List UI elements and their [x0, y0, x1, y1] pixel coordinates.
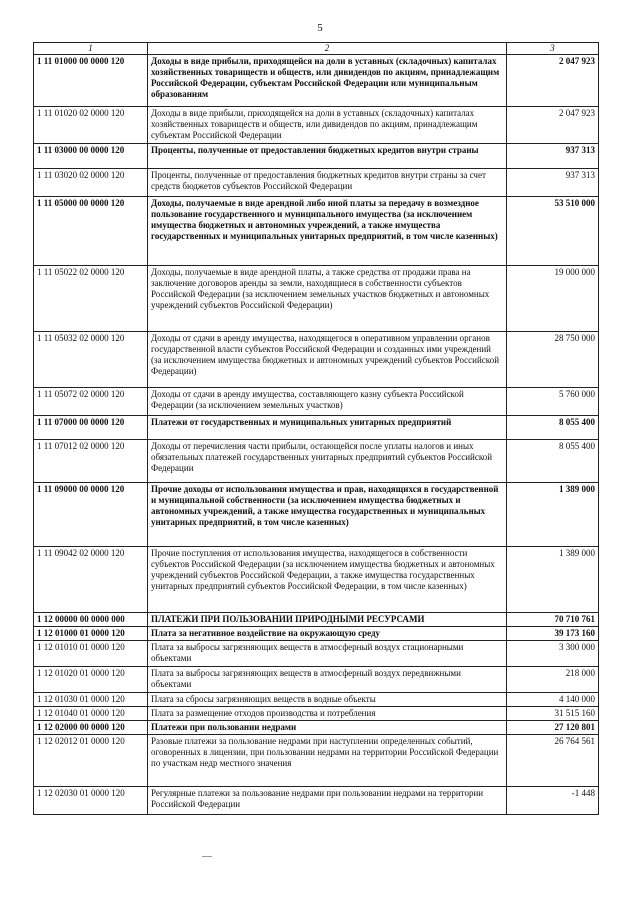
- row-amount: 2 047 923: [507, 107, 599, 144]
- row-name: Плата за выбросы загрязняющих веществ в атмосферный воздух передвижными объектами: [148, 667, 507, 693]
- row-amount: 53 510 000: [507, 197, 599, 266]
- table-row: [34, 483, 599, 547]
- table-row: [34, 332, 599, 388]
- row-code: 1 12 01030 01 0000 120: [34, 693, 148, 707]
- table-row: [34, 613, 599, 627]
- table-row: [34, 721, 599, 735]
- row-amount: 1 389 000: [507, 547, 599, 613]
- row-name: Доходы от сдачи в аренду имущества, находящегося в оперативном управлении органов государственной власти субъектов Российской Федерации и созданных ими учреждений (за исключением имущества бюджетных и автономных учреждений субъектов Российской Федерации): [148, 332, 507, 388]
- table-row: [34, 627, 599, 641]
- column-header-amount: 3: [507, 43, 599, 55]
- row-amount: 937 313: [507, 169, 599, 197]
- revenue-table: [33, 42, 599, 815]
- row-name: Доходы от перечисления части прибыли, остающейся после уплаты налогов и иных обязательных платежей государственных унитарных предприятий субъектов Российской Федерации: [148, 440, 507, 483]
- table-row: [34, 693, 599, 707]
- row-name: Проценты, полученные от предоставления бюджетных кредитов внутри страны: [148, 144, 507, 169]
- table-row: [34, 144, 599, 169]
- row-name: Платежи от государственных и муниципальных унитарных предприятий: [148, 416, 507, 440]
- row-code: 1 12 00000 00 0000 000: [34, 613, 148, 627]
- row-name: Плата за негативное воздействие на окружающую среду: [148, 627, 507, 641]
- row-amount: 5 760 000: [507, 388, 599, 416]
- row-code: 1 12 01000 01 0000 120: [34, 627, 148, 641]
- row-name: Доходы, получаемые в виде арендной либо иной платы за передачу в возмездное пользование государственного и муниципального имущества (за исключением имущества бюджетных и автономных учреждений, а также имущества государственных и муниципальных унитарных предприятий, в том числе казенных): [148, 197, 507, 266]
- row-name: Разовые платежи за пользование недрами при наступлении определенных событий, оговоренных в лицензии, при пользовании недрами на территории Российской Федерации по участкам недр местного значения: [148, 735, 507, 787]
- row-name: Плата за сбросы загрязняющих веществ в водные объекты: [148, 693, 507, 707]
- column-header-code: 1: [34, 43, 148, 55]
- row-code: 1 11 09042 02 0000 120: [34, 547, 148, 613]
- row-code: 1 12 01020 01 0000 120: [34, 667, 148, 693]
- row-name: Плата за выбросы загрязняющих веществ в атмосферный воздух стационарными объектами: [148, 641, 507, 667]
- table-row: [34, 55, 599, 107]
- row-code: 1 11 05032 02 0000 120: [34, 332, 148, 388]
- row-name: ПЛАТЕЖИ ПРИ ПОЛЬЗОВАНИИ ПРИРОДНЫМИ РЕСУРСАМИ: [148, 613, 507, 627]
- table-row: [34, 547, 599, 613]
- row-amount: 28 750 000: [507, 332, 599, 388]
- scan-mark: [202, 856, 212, 857]
- row-code: 1 12 01010 01 0000 120: [34, 641, 148, 667]
- row-amount: 3 300 000: [507, 641, 599, 667]
- row-amount: 4 140 000: [507, 693, 599, 707]
- row-code: 1 11 03000 00 0000 120: [34, 144, 148, 169]
- row-code: 1 12 02000 00 0000 120: [34, 721, 148, 735]
- row-code: 1 11 01020 02 0000 120: [34, 107, 148, 144]
- row-amount: 26 764 561: [507, 735, 599, 787]
- table-row: [34, 169, 599, 197]
- table-row: [34, 787, 599, 815]
- row-amount: 218 000: [507, 667, 599, 693]
- row-code: 1 11 01000 00 0000 120: [34, 55, 148, 107]
- row-name: Проценты, полученные от предоставления бюджетных кредитов внутри страны за счет средств бюджетов субъектов Российской Федерации: [148, 169, 507, 197]
- table-row: [34, 735, 599, 787]
- table-row: [34, 388, 599, 416]
- table-row: [34, 707, 599, 721]
- row-name: Прочие поступления от использования имущества, находящегося в собственности субъектов Российской Федерации (за исключением имущества бюджетных и автономных учреждений субъектов Российской Федерации, а также имущества государственных унитарных предприятий субъектов Российской Федерации, в том числе казенных): [148, 547, 507, 613]
- row-name: Доходы в виде прибыли, приходящейся на доли в уставных (складочных) капиталах хозяйственных товариществ и обществ, или дивидендов по акциям, принадлежащим субъектам Российской Федерации: [148, 107, 507, 144]
- table-row: [34, 667, 599, 693]
- table-header-row: [34, 43, 599, 55]
- row-name: Плата за размещение отходов производства и потребления: [148, 707, 507, 721]
- column-header-name: 2: [148, 43, 507, 55]
- row-amount: 31 515 160: [507, 707, 599, 721]
- row-amount: 8 055 400: [507, 440, 599, 483]
- row-code: 1 12 02012 01 0000 120: [34, 735, 148, 787]
- row-code: 1 11 03020 02 0000 120: [34, 169, 148, 197]
- row-amount: 8 055 400: [507, 416, 599, 440]
- table-row: [34, 440, 599, 483]
- row-amount: 2 047 923: [507, 55, 599, 107]
- row-amount: 27 120 801: [507, 721, 599, 735]
- row-amount: 1 389 000: [507, 483, 599, 547]
- row-name: Доходы, получаемые в виде арендной платы, а также средства от продажи права на заключение договоров аренды за земли, находящиеся в собственности субъектов Российской Федерации (за исключением земельных участков бюджетных и автономных учреждений субъектов Российской Федерации): [148, 266, 507, 332]
- row-name: Платежи при пользовании недрами: [148, 721, 507, 735]
- row-code: 1 11 09000 00 0000 120: [34, 483, 148, 547]
- row-name: Регулярные платежи за пользование недрами при пользовании недрами на территории Российской Федерации: [148, 787, 507, 815]
- row-name: Доходы в виде прибыли, приходящейся на доли в уставных (складочных) капиталах хозяйственных товариществ и обществ, или дивидендов по акциям, принадлежащим Российской Федерации, субъектам Российской Федерации или муниципальным образованиям: [148, 55, 507, 107]
- row-code: 1 11 07000 00 0000 120: [34, 416, 148, 440]
- row-code: 1 11 05022 02 0000 120: [34, 266, 148, 332]
- row-code: 1 11 05072 02 0000 120: [34, 388, 148, 416]
- row-amount: -1 448: [507, 787, 599, 815]
- row-amount: 39 173 160: [507, 627, 599, 641]
- row-amount: 19 000 000: [507, 266, 599, 332]
- row-code: 1 12 02030 01 0000 120: [34, 787, 148, 815]
- page-number: 5: [317, 22, 323, 34]
- row-code: 1 12 01040 01 0000 120: [34, 707, 148, 721]
- row-name: Прочие доходы от использования имущества и прав, находящихся в государственной и муниципальной собственности (за исключением имущества бюджетных и автономных учреждений, а также имущества государственных и муниципальных унитарных предприятий, в том числе казенных): [148, 483, 507, 547]
- row-amount: 937 313: [507, 144, 599, 169]
- table-row: [34, 641, 599, 667]
- row-name: Доходы от сдачи в аренду имущества, составляющего казну субъекта Российской Федерации (за исключением земельных участков): [148, 388, 507, 416]
- row-code: 1 11 07012 02 0000 120: [34, 440, 148, 483]
- row-amount: 70 710 761: [507, 613, 599, 627]
- table-row: [34, 107, 599, 144]
- row-code: 1 11 05000 00 0000 120: [34, 197, 148, 266]
- table-row: [34, 197, 599, 266]
- table-row: [34, 416, 599, 440]
- table-row: [34, 266, 599, 332]
